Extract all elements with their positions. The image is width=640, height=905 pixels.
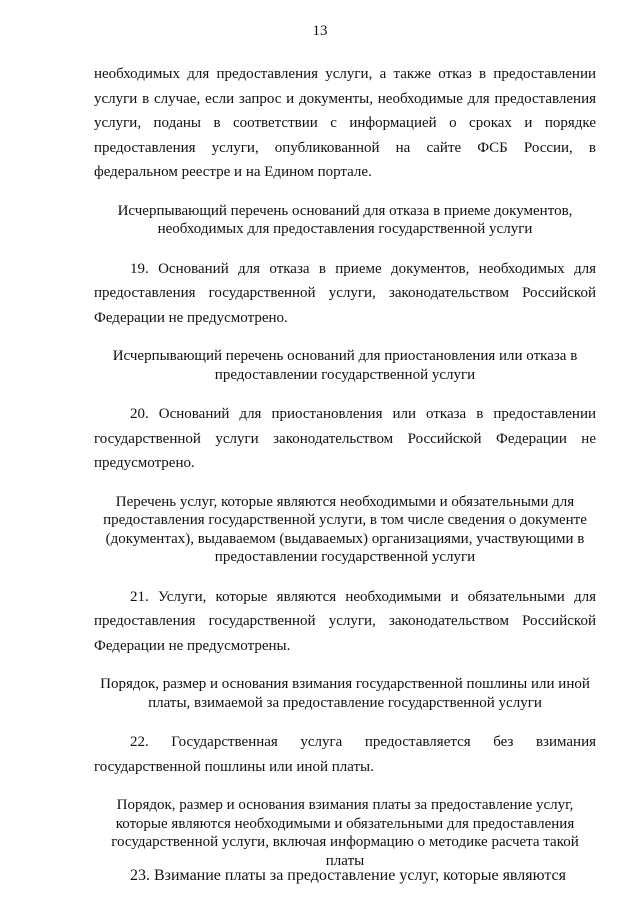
paragraph-20: 20. Оснований для приостановления или отказа в предоставлении государственной услуги законодательством Российской Федерации не предусмотрено. [94, 406, 596, 471]
document-body [94, 62, 596, 870]
paragraph-22: 22. Государственная услуга предоставляется без взимания государственной пошлины или иной платы. [94, 734, 596, 775]
paragraph-19: 19. Оснований для отказа в приеме документов, необходимых для предоставления государственной услуги, законодательством Российской Федерации не предусмотрено. [94, 260, 596, 326]
section-heading-state-duty: Порядок, размер и основания взимания государственной пошлины или иной платы, взимаемой за предоставление государственной услуги [100, 676, 590, 711]
section-heading-required-services: Перечень услуг, которые являются необходимыми и обязательными для предоставления государственной услуги, в том числе сведения о документе (документах), выдаваемом (выдаваемых) организациями, участвующими в предоставлении государственной услуги [103, 493, 587, 565]
section-heading-fee-procedure: Порядок, размер и основания взимания платы за предоставление услуг, которые являются необходимыми и обязательными для предоставления государственной услуги, включая информацию о методике расчета такой платы [111, 797, 579, 869]
section-heading-refusal-acceptance: Исчерпывающий перечень оснований для отказа в приеме документов, необходимых для предоставления государственной услуги [117, 202, 573, 237]
paragraph-23-start: 23. Взимание платы за предоставление услуг, которые являются [130, 867, 566, 884]
paragraph-21: 21. Услуги, которые являются необходимыми и обязательными для предоставления государственной услуги, законодательством Российской Федерации не предусмотрены. [94, 588, 596, 654]
page-number: 13 [312, 23, 328, 39]
paragraph-continuation: необходимых для предоставления услуги, а также отказ в предоставлении услуги в случае, если запрос и документы, необходимые для предоставления услуги, поданы в соответствии с информацией о сроках и порядке предоставления услуги, опубликованной на сайте ФСБ России, в федеральном реестре и на Едином портале. [94, 66, 596, 180]
section-heading-suspension-refusal: Исчерпывающий перечень оснований для приостановления или отказа в предоставлении государственной услуги [112, 348, 578, 383]
